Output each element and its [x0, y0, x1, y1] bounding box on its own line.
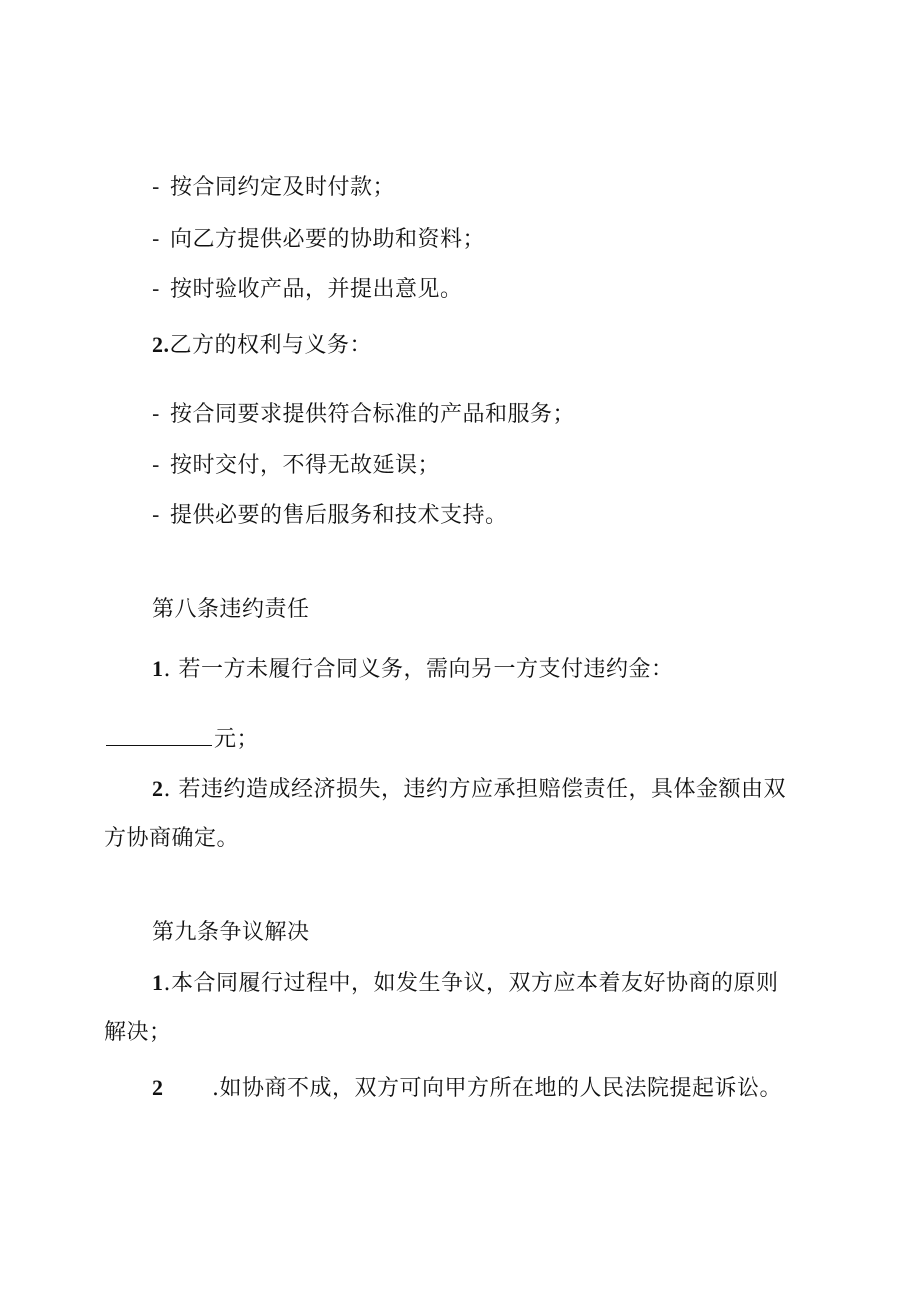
- clause-number: 1: [152, 656, 164, 681]
- clause-continuation: 方协商确定。: [104, 826, 240, 851]
- list-item-text: 按时交付，不得无故延误；: [169, 453, 440, 478]
- section-number: 2.: [152, 332, 170, 357]
- list-item: [152, 400, 575, 430]
- clause: [152, 1073, 782, 1104]
- bullet: -: [152, 227, 160, 252]
- article-title: 第八条违约责任: [152, 597, 310, 622]
- clause-number: 2: [152, 1075, 164, 1100]
- list-item: [152, 451, 440, 481]
- section-heading-party-b: [152, 330, 372, 361]
- article-title: 第九条争议解决: [152, 920, 310, 945]
- list-item-text: 按合同约定及时付款；: [169, 175, 395, 200]
- bullet: -: [152, 503, 160, 528]
- bullet: -: [152, 175, 160, 200]
- list-item: [152, 173, 395, 203]
- bullet: -: [152, 277, 160, 302]
- clause-number: 1: [152, 970, 164, 995]
- clause-number: 2: [152, 776, 164, 801]
- list-item-text: 向乙方提供必要的协助和资料；: [169, 227, 485, 252]
- list-item-text: 提供必要的售后服务和技术支持。: [169, 503, 508, 528]
- clause: [152, 774, 786, 805]
- clause: [152, 654, 674, 685]
- amount-suffix: 元；: [214, 727, 260, 752]
- clause-text: .本合同履行过程中，如发生争议，双方应本着友好协商的原则: [163, 971, 779, 996]
- bullet: -: [152, 453, 160, 478]
- clause-continuation: 解决；: [104, 1020, 172, 1045]
- list-item: [152, 225, 485, 255]
- section-heading-text: 乙方的权利与义务：: [169, 333, 373, 358]
- clause-text: . 若违约造成经济损失，违约方应承担赔偿责任，具体金额由双: [163, 777, 786, 802]
- clause-text: . 若一方未履行合同义务，需向另一方支付违约金：: [163, 657, 674, 682]
- list-item-text: 按时验收产品，并提出意见。: [169, 277, 463, 302]
- bullet: -: [152, 402, 160, 427]
- clause: [152, 968, 779, 999]
- clause-text: .如协商不成，双方可向甲方所在地的人民法院提起诉讼。: [212, 1076, 782, 1101]
- list-item-text: 按合同要求提供符合标准的产品和服务；: [169, 402, 575, 427]
- list-item: [152, 501, 507, 531]
- amount-blank-field[interactable]: [106, 725, 212, 746]
- list-item: [152, 275, 462, 305]
- penalty-amount-line: [106, 725, 259, 755]
